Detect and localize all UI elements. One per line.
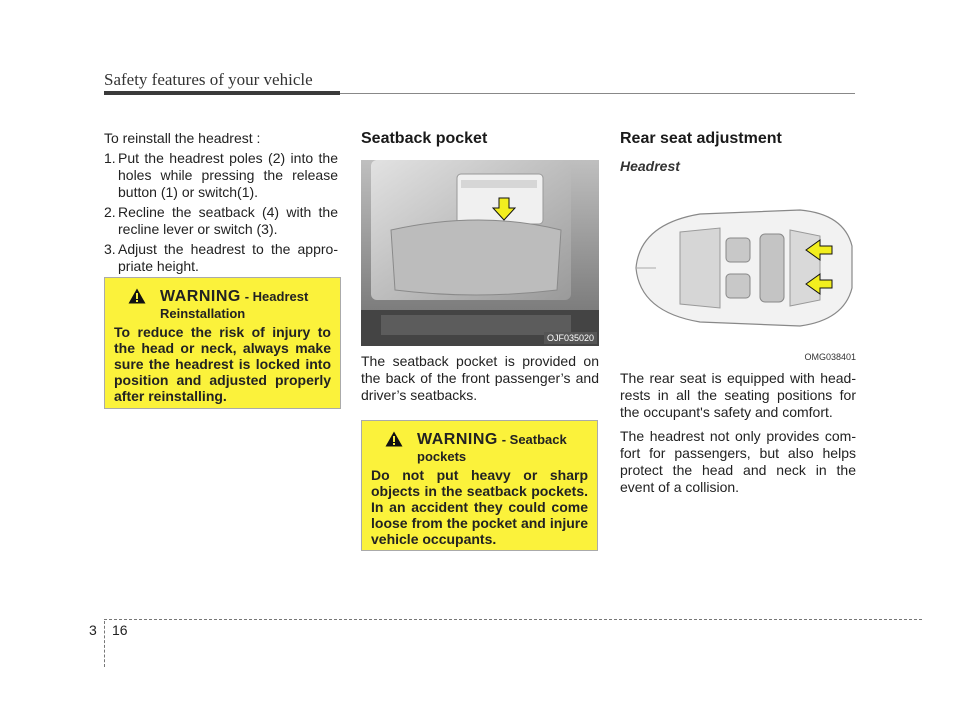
rear-seat-text-block: [620, 370, 856, 503]
seatback-pocket-text: The seatback pocket is provided on the back of the front passenger’s and driver’s seatbacks.: [361, 353, 599, 403]
seatback-pocket-photo: [361, 160, 599, 346]
warning-subtitle: - Seatback pockets: [417, 432, 567, 464]
column-left: [104, 130, 338, 278]
footer-divider: [104, 621, 105, 667]
warning-body: Do not put heavy or sharp objects in the seatback pockets. In an accident they could come loose from the pocket and injure vehicle occupants.: [371, 467, 588, 547]
warning-body: To reduce the risk of injury to the head or neck, always make sure the headrest is locked into position and adjusted properly after reinstalling.: [114, 324, 331, 404]
step-item: [104, 150, 338, 201]
reinstall-intro: To reinstall the headrest :: [104, 130, 261, 146]
rear-seat-para-1: The rear seat is equipped with head- rests in all the seating positions for the occupant's safety and comfort.: [620, 370, 856, 420]
reinstall-steps: [104, 150, 338, 275]
warning-label: WARNING: [160, 288, 241, 305]
warning-header: [371, 431, 588, 465]
rear-seat-para-2: The headrest not only provides com- fort for passengers, but also helps protect the head and neck in the event of a collision.: [620, 428, 856, 495]
column-middle: [361, 130, 599, 158]
column-right: [620, 130, 856, 181]
warning-headrest-box: [104, 277, 341, 409]
rear-seat-heading: Rear seat adjustment: [620, 130, 782, 147]
step-number: 2.: [104, 204, 116, 220]
warning-triangle-icon: [385, 431, 403, 447]
warning-header: [114, 288, 331, 322]
page-header-title: Safety features of your vehicle: [104, 70, 313, 89]
diagram-code: OMG038401: [804, 352, 856, 362]
page-number: 16: [112, 622, 128, 638]
footer-rule: [104, 619, 922, 620]
seatback-pocket-text-block: [361, 353, 599, 404]
header-rule: [340, 93, 855, 94]
step-text: Put the headrest poles (2) into the holes while pressing the release button (1) or switch(1).: [118, 150, 338, 200]
seatback-illustration: [361, 160, 599, 346]
warning-seatback-box: [361, 420, 598, 551]
car-topview-illustration: [620, 176, 856, 348]
headrest-subheading: Headrest: [620, 158, 680, 174]
step-number: 1.: [104, 150, 116, 166]
warning-triangle-icon: [128, 288, 146, 304]
step-text: Adjust the headrest to the appro- priate height.: [118, 241, 338, 274]
seatback-pocket-heading: Seatback pocket: [361, 130, 488, 147]
step-item: [104, 241, 338, 275]
step-item: [104, 204, 338, 238]
step-text: Recline the seatback (4) with the recline lever or switch (3).: [118, 204, 338, 237]
warning-label: WARNING: [417, 431, 498, 448]
header-bar: [104, 91, 340, 95]
photo-code: OJF035020: [544, 332, 597, 344]
step-number: 3.: [104, 241, 116, 257]
car-topview-diagram: [620, 176, 856, 362]
chapter-number: 3: [89, 622, 97, 638]
warning-subtitle: - Headrest Reinstallation: [160, 289, 309, 321]
